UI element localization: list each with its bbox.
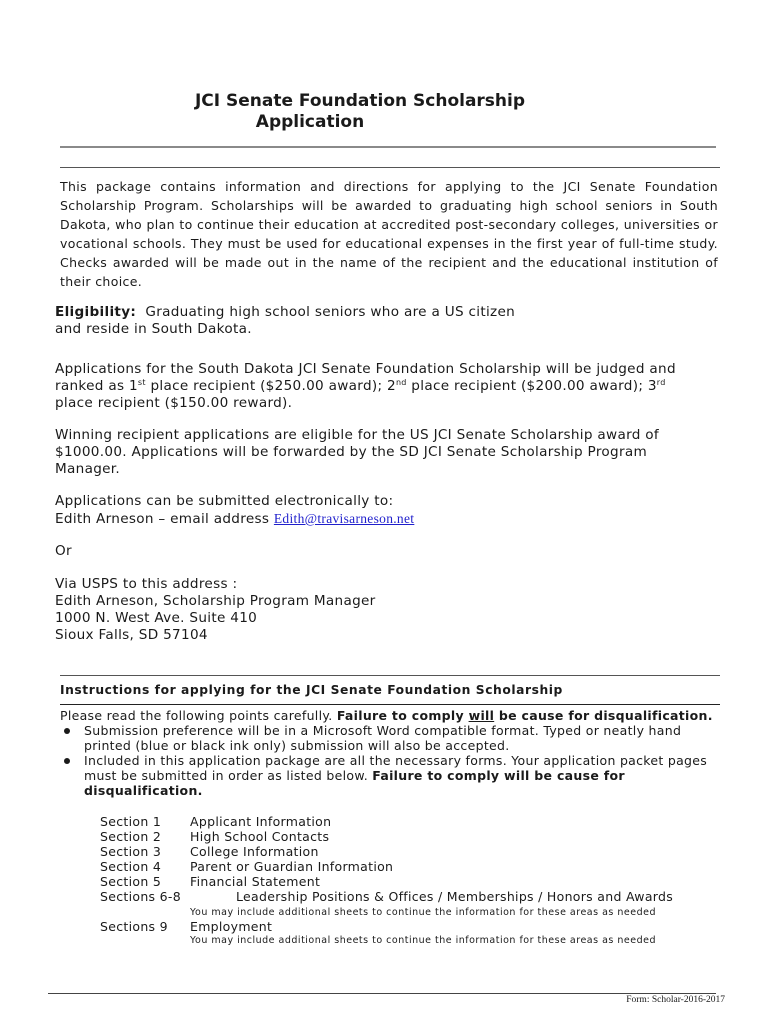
mail-address-block (55, 576, 715, 644)
title-line-2: Application (255, 112, 365, 132)
section-row (100, 859, 393, 874)
bullet-text-format: Submission preference will be in a Microsoft Word compatible format. Typed or neatly hand printed (blue or black ink only) submission will also be accepted. (84, 723, 682, 753)
submission-block (55, 493, 715, 528)
instructions-warning-a: Failure to comply (336, 708, 469, 723)
or-text: Or (55, 543, 72, 559)
section-number: Section 3 (100, 844, 162, 859)
section-number: Sections 6-8 (100, 889, 181, 904)
bullet-item-forms (60, 753, 720, 798)
additional-sheets-note: You may include additional sheets to continue the information for these areas as needed (190, 907, 656, 918)
instructions-heading: Instructions for applying for the JCI Senate Foundation Scholarship (60, 683, 563, 697)
footer-rule (48, 993, 716, 994)
eligibility-text-2: and reside in South Dakota. (55, 321, 252, 337)
mail-line-4: Sioux Falls, SD 57104 (55, 627, 208, 643)
intro-paragraph: This package contains information and directions for applying to the JCI Senate Foundation Scholarship Program. Scholarships will be awarded to graduating high school seniors in South Dakota, who plan to continue their education at accredited post-secondary colleges, universities or vocational schools. They must be used for educational expenses in the first year of full-time study. Checks awarded will be made out in the name of the recipient and the educational institution of their choice. (60, 179, 718, 289)
judging-paragraph (55, 361, 705, 412)
bullet-item-format (60, 723, 720, 753)
section-name: High School Contacts (190, 829, 330, 844)
judging-sup-2: nd (395, 378, 407, 387)
judging-text-4: place recipient ($150.00 reward). (55, 395, 293, 411)
title-divider (60, 146, 716, 148)
bullet-text-forms: Included in this application package are all the necessary forms. Your application packet pages must be submitted in order as listed below. (84, 753, 708, 783)
judging-sup-3: rd (656, 378, 666, 387)
section-row (100, 889, 673, 904)
instructions-top-rule (60, 675, 720, 676)
judging-text-3: place recipient ($200.00 award); 3 (406, 378, 657, 394)
judging-text-1: Applications for the South Dakota JCI Senate Foundation Scholarship will be judged and ranked as 1 (55, 361, 676, 394)
section-name: Applicant Information (190, 814, 332, 829)
section-number: Section 2 (100, 829, 162, 844)
bullet-warning-forms: Failure to comply will be cause for disqualification. (84, 768, 625, 798)
section-name: Leadership Positions & Offices / Memberships / Honors and Awards (236, 889, 674, 904)
section-number: Section 4 (100, 859, 162, 874)
eligibility-text-1: Graduating high school seniors who are a US citizen (145, 304, 516, 320)
section-number: Section 5 (100, 874, 162, 889)
submit-line-2: Edith Arneson – email address (55, 511, 274, 527)
section-number: Section 1 (100, 814, 162, 829)
additional-sheets-note: You may include additional sheets to continue the information for these areas as needed (190, 935, 656, 946)
instructions-warning-will: will (468, 708, 495, 723)
judging-text-2: place recipient ($250.00 award); 2 (145, 378, 396, 394)
bullet-icon (64, 758, 70, 764)
section-row (100, 919, 272, 934)
judging-sup-1: st (137, 378, 146, 387)
section-row (100, 829, 329, 844)
section-name: Employment (190, 919, 273, 934)
instructions-intro-text: Please read the following points carefully. (60, 708, 337, 723)
section-name: College Information (190, 844, 319, 859)
section-number: Sections 9 (100, 919, 168, 934)
section-row (100, 844, 319, 859)
submit-line-1: Applications can be submitted electronically to: (55, 493, 394, 509)
section-name: Parent or Guardian Information (190, 859, 394, 874)
form-id: Form: Scholar-2016-2017 (626, 995, 725, 1005)
instructions-warning-b: be cause for disqualification. (494, 708, 713, 723)
intro-top-rule (60, 167, 720, 168)
instructions-intro (60, 708, 720, 723)
mail-line-1: Via USPS to this address : (55, 576, 238, 592)
instructions-heading-rule (60, 704, 720, 705)
title-line-1: JCI Senate Foundation Scholarship (194, 91, 526, 111)
winning-paragraph: Winning recipient applications are eligible for the US JCI Senate Scholarship award of $1000.00. Applications will be forwarded by the SD JCI Senate Scholarship Program Manager. (55, 427, 659, 477)
eligibility-label: Eligibility: (55, 304, 137, 320)
instructions-body (60, 708, 720, 798)
section-row (100, 814, 331, 829)
page-title (0, 91, 720, 133)
email-link[interactable]: Edith@travisarneson.net (273, 511, 415, 526)
mail-line-3: 1000 N. West Ave. Suite 410 (55, 610, 258, 626)
eligibility-block (55, 304, 715, 338)
section-row (100, 874, 320, 889)
mail-line-2: Edith Arneson, Scholarship Program Manager (55, 593, 376, 609)
bullet-icon (64, 728, 70, 734)
section-name: Financial Statement (190, 874, 321, 889)
